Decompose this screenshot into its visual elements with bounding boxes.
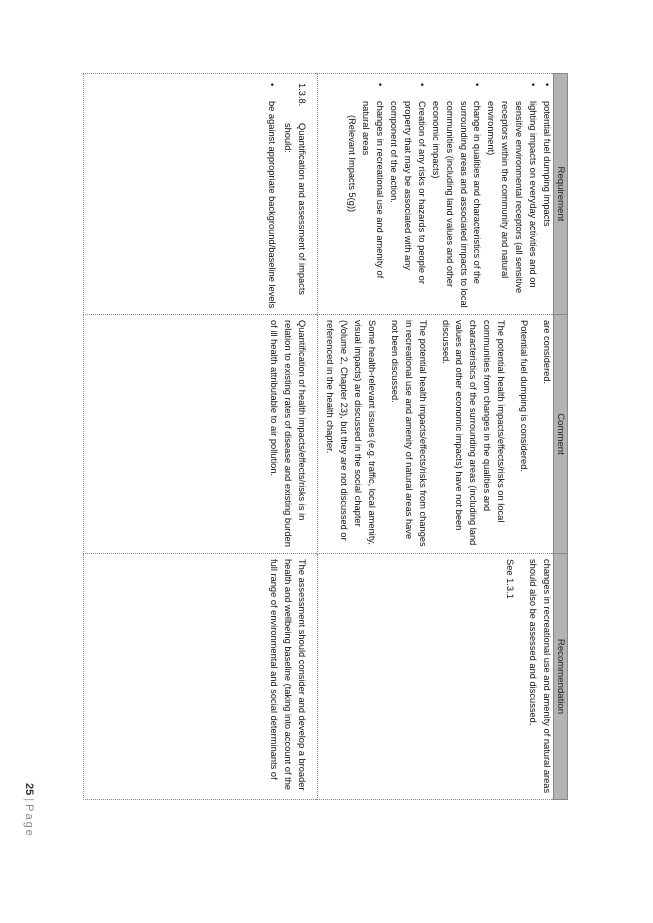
- requirement-number: 1.3.8.: [297, 83, 308, 107]
- bullet-icon: •: [472, 83, 483, 87]
- header-recommendation: Recommendation: [554, 554, 568, 800]
- recommendation-paragraph: The assessment should consider and develop a broader health and wellbeing baseline (taking into account of the full range of environmental and social determinants of: [269, 559, 308, 791]
- comment-paragraph: Quantification of health impacts/effects/risks is in relation to existing rates of disease and existing burden of ill health attributable to air pollution.: [269, 320, 308, 547]
- recommendation-paragraph: See 1.3.1: [505, 559, 516, 599]
- bullet-icon: •: [267, 83, 278, 87]
- requirement-cell: [84, 74, 318, 315]
- bullet-icon: •: [375, 83, 386, 87]
- requirement-text: Quantification and assessment of impacts should:: [283, 123, 308, 296]
- bullet-icon: •: [528, 83, 539, 87]
- footer-separator: |: [23, 798, 35, 802]
- comment-paragraph: The potential health impacts/effects/risks from changes in recreational use and amenity of natural areas have not been discussed.: [389, 320, 428, 547]
- requirement-bullet: • changes in recreational use and amenity of natural areas (Relevant Impacts 5(g)): [344, 79, 386, 309]
- requirement-bullet-list: [344, 79, 553, 309]
- requirement-bullet: • change in qualities and characteristics of the surrounding areas and associated impacts to local communities (including land values and other economic impacts): [430, 83, 483, 308]
- recommendation-cell: [84, 554, 318, 800]
- page-label: Page: [23, 804, 35, 838]
- table-header-row: [554, 74, 568, 800]
- requirement-bullet: • be against appropriate background/baseline levels: [265, 79, 279, 309]
- assessment-table: [83, 73, 568, 800]
- comment-paragraph: are considered.: [542, 320, 552, 385]
- table-row: [84, 74, 318, 800]
- comment-paragraph: Some health-relevant issues (e.g. traffic, local amenity, visual impacts) are discussed in the social chapter (Volume 2, Chapter 23), but they are not discussed or referenced in the health chapter.: [325, 320, 377, 545]
- numbered-requirement: [281, 79, 309, 309]
- requirement-bullet: • lighting impacts on everyday activities and on sensitive environmental receptors (all sensitive receptors within the community and natural environment): [486, 83, 539, 294]
- requirement-cell: [318, 74, 554, 315]
- relevant-impacts-note: (Relevant Impacts 5(g)): [347, 115, 358, 213]
- bullet-icon: •: [416, 83, 427, 87]
- recommendation-cell: [318, 554, 554, 800]
- requirement-bullet: • Creation of any risks or hazards to people or property that may be associated with any component of the action.: [389, 83, 427, 284]
- requirement-bullet: • potential fuel dumping impacts: [539, 79, 553, 309]
- comment-cell: [318, 315, 554, 554]
- table-row: [318, 74, 554, 800]
- recommendation-paragraph: changes in recreational use and amenity of natural areas should also be assessed and discussed.: [528, 559, 552, 794]
- page-footer: [23, 783, 35, 838]
- comment-paragraph: Potential fuel dumping is considered.: [519, 320, 530, 472]
- comment-cell: [84, 315, 318, 554]
- header-requirement: Requirement: [554, 74, 568, 315]
- page-number: 25: [23, 783, 35, 796]
- requirement-bullet-list: [265, 79, 279, 309]
- comment-paragraph: The potential health impacts/effects/risks on local communities from changes in the qualities and characteristics of the surrounding areas (including land values and other economic impacts) have not been discussed.: [440, 320, 507, 546]
- header-comment: Comment: [554, 315, 568, 554]
- bullet-icon: •: [542, 83, 552, 87]
